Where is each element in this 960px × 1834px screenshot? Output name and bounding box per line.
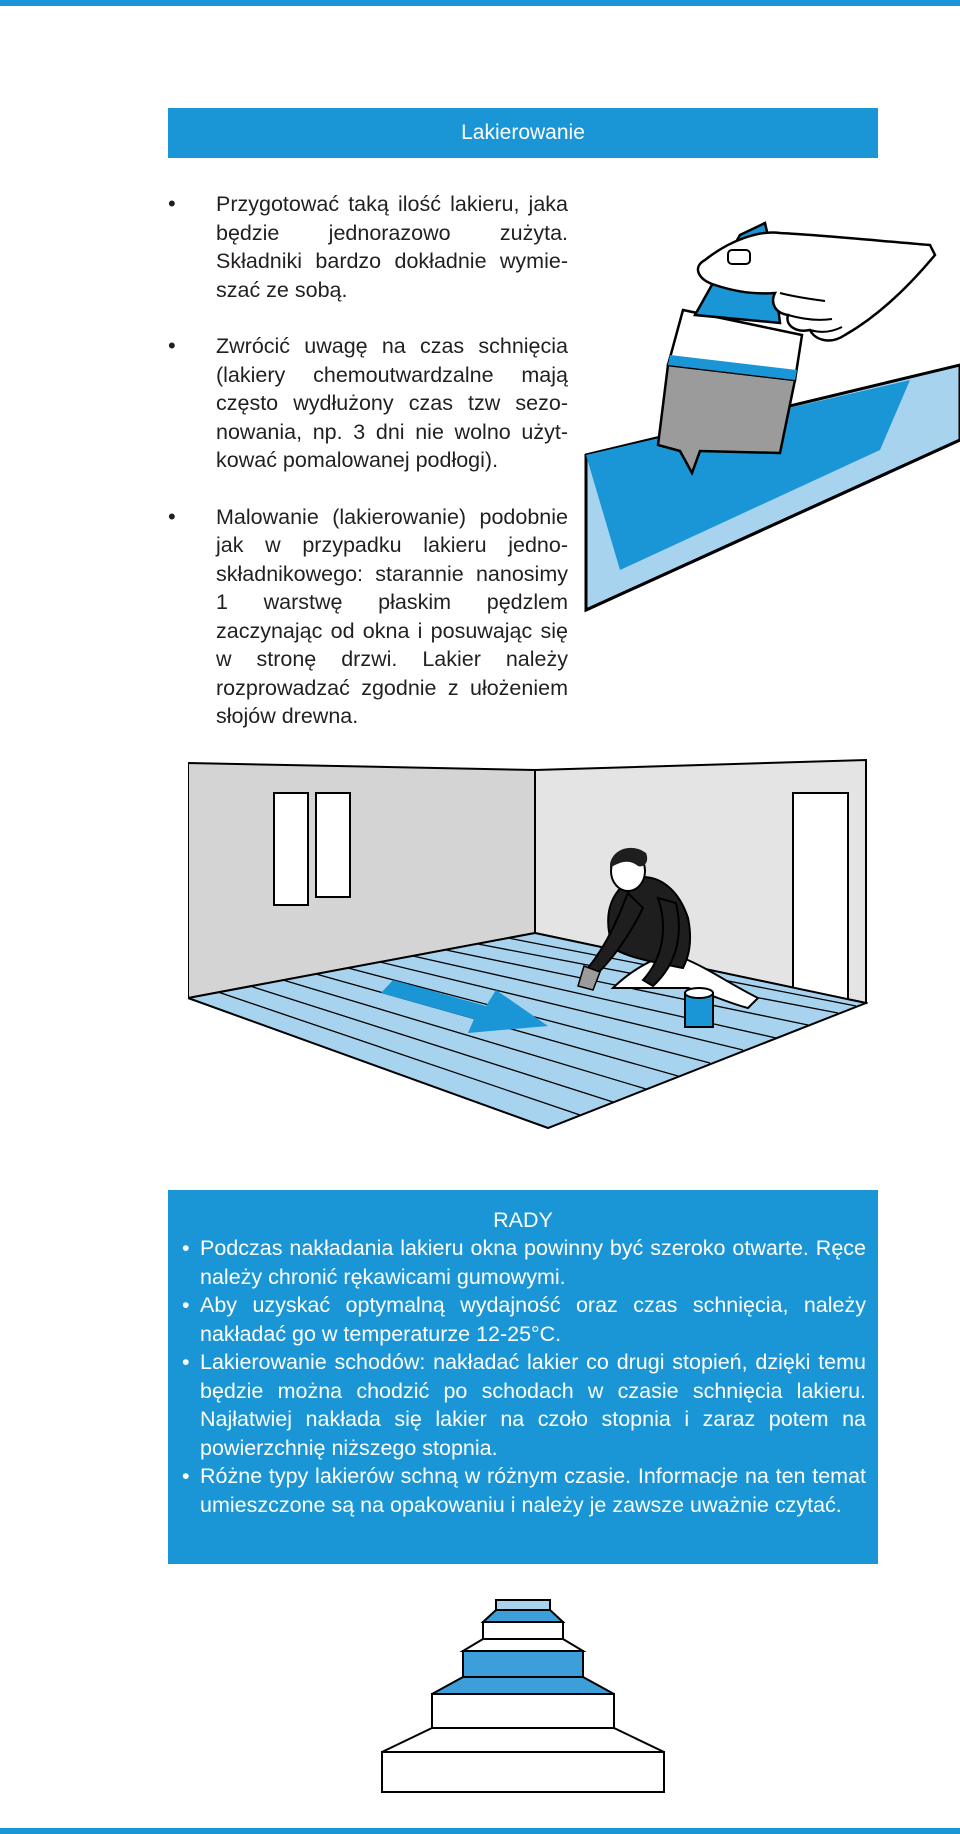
stair-tread-2 [483, 1610, 563, 1622]
bullet-glyph: • [182, 1236, 190, 1260]
tip-item [180, 1462, 866, 1519]
top-accent-bar [0, 0, 960, 6]
instruction-list [168, 190, 568, 759]
stair-tread-5 [382, 1728, 664, 1752]
window-left-pane [274, 793, 308, 905]
thumb-nail [728, 250, 750, 264]
instruction-text: Przygotować taką ilość lakieru, jaka będzie jednorazowo zużyta. Składniki bardzo dokładnie wymieszać ze sobą. [216, 192, 568, 302]
stair-riser-3 [463, 1651, 583, 1677]
tips-box [168, 1190, 878, 1564]
stair-tread-3 [463, 1639, 583, 1651]
tip-text: Lakierowanie schodów: nakładać lakier co drugi stopień, dzięki temu będzie można chodzić po schodach w czasie schnięcia lakieru. Najłatwiej nakłada się lakier na czoło stopnia i zaraz potem na powierzchnię niższego stopnia. [200, 1350, 866, 1460]
stair-riser-5 [382, 1752, 664, 1792]
stairs-illustration [378, 1596, 668, 1796]
bottom-accent-bar [0, 1828, 960, 1834]
window-right-pane [316, 793, 350, 897]
bullet-glyph: • [168, 333, 176, 358]
instruction-item [168, 190, 568, 304]
bullet-glyph: • [182, 1464, 190, 1488]
section-title: Lakierowanie [461, 121, 585, 144]
tip-text: Różne typy lakierów schną w różnym czasie. Informacje na ten temat umieszczone są na opakowaniu i należy je zawsze uważnie czytać. [200, 1464, 866, 1517]
instruction-text: Zwrócić uwagę na czas schnięcia (lakiery chemoutwardzalne mają często wydłużony czas tzw sezonowania, np. 3 dni nie wolno użytkować pomalowanej podłogi). [216, 334, 568, 472]
door [793, 793, 848, 1003]
section-header [168, 108, 878, 158]
room-floor-illustration [188, 758, 868, 1130]
tips-title: RADY [493, 1208, 553, 1232]
tip-item [180, 1291, 866, 1348]
stair-step-1 [496, 1600, 550, 1610]
stair-riser-4 [432, 1694, 614, 1728]
stair-riser-2 [483, 1622, 563, 1639]
bullet-glyph: • [182, 1293, 190, 1317]
stair-tread-4 [432, 1677, 614, 1694]
instruction-item [168, 332, 568, 475]
bullet-glyph: • [168, 503, 176, 529]
instruction-text: Malowanie (lakierowanie) podobnie jak w przypadku lakieru jednoskładnikowego: starannie nanosimy 1 warstwę płaskim pędzlem zaczynając od okna i posuwając się w stronę drzwi. Lakier należy rozprowadzać zgodnie z ułożeniem słojów drewna. [216, 504, 568, 728]
tip-text: Podczas nakładania lakieru okna powinny być szeroko otwarte. Ręce należy chronić rękawicami gumowymi. [200, 1236, 866, 1289]
tip-item [180, 1234, 866, 1291]
instruction-item [168, 503, 568, 731]
tips-list [180, 1234, 866, 1519]
bullet-glyph: • [168, 191, 176, 216]
paint-brush-illustration [580, 215, 960, 615]
tip-item [180, 1348, 866, 1462]
paint-can-lid [685, 988, 713, 998]
bullet-glyph: • [182, 1350, 190, 1374]
tip-text: Aby uzyskać optymalną wydajność oraz czas schnięcia, należy nakładać go w temperaturze 12-25°C. [200, 1293, 866, 1346]
